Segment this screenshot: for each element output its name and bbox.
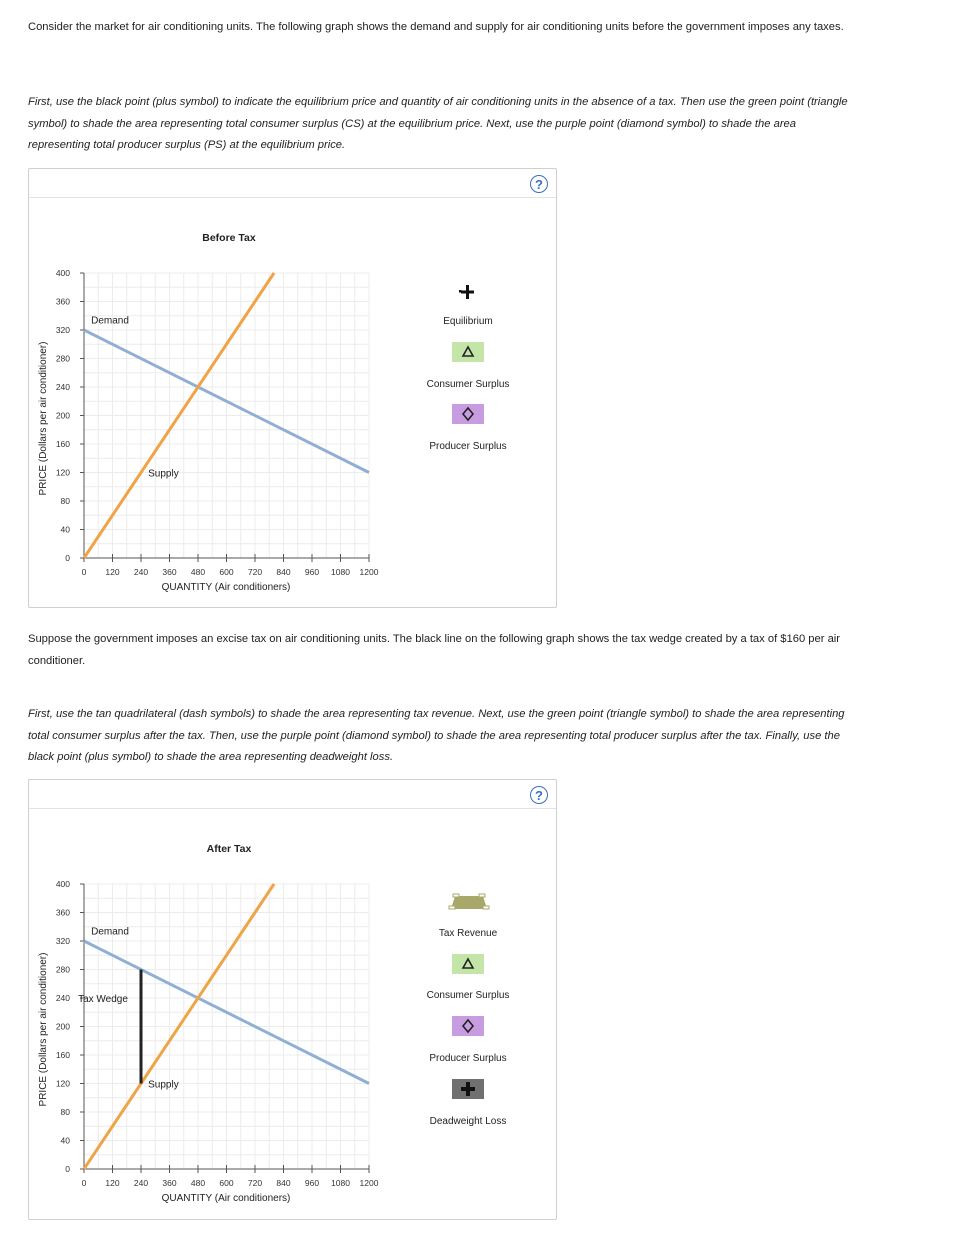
x-tick-label: 120 <box>105 567 120 577</box>
equilibrium-tool[interactable] <box>454 281 484 303</box>
legend-equilibrium-label: Equilibrium <box>443 316 493 327</box>
y-tick-label: 160 <box>55 1050 70 1060</box>
series-label-demand: Demand <box>91 315 129 327</box>
intro-paragraph: Consider the market for air conditioning units. The following graph shows the demand and supply for air conditioning units before the government imposes any taxes. <box>28 21 844 33</box>
before-tax-panel <box>28 168 557 608</box>
x-tick-label: 720 <box>247 567 263 577</box>
y-tick-label: 240 <box>55 382 70 392</box>
x-tick-label: 480 <box>190 567 206 577</box>
y-tick-label: 120 <box>55 467 70 478</box>
triangle-icon <box>463 959 473 968</box>
y-tick-label: 40 <box>60 1135 70 1146</box>
y-axis-label: PRICE (Dollars per air conditioner) <box>38 341 49 496</box>
y-tick-label: 280 <box>55 964 70 975</box>
legend-producer-label: Producer Surplus <box>429 1053 507 1064</box>
help-icon[interactable]: ? <box>530 786 548 804</box>
legend-consumer-label: Consumer Surplus <box>426 379 510 390</box>
x-axis-label: QUANTITY (Air conditioners) <box>161 582 291 593</box>
legend-deadweight-label: Deadweight Loss <box>429 1116 507 1127</box>
x-tick-label: 1200 <box>359 567 379 577</box>
y-tick-label: 360 <box>55 296 70 307</box>
instructions-before-tax: First, use the black point (plus symbol) to indicate the equilibrium price and quantity of air conditioning units in the absence of a tax. Then use the green point (triangle symbol) to shade the area representing total consumer surplus (CS) at the equilibrium price. Next, use the purple point (diamond symbol) to shade the area representing total producer surplus (PS) at the equilibrium price. <box>28 96 848 151</box>
chart-title: After Tax <box>206 843 252 855</box>
x-tick-label: 360 <box>162 567 177 577</box>
producer-surplus-tool[interactable] <box>452 404 484 424</box>
x-tick-label: 360 <box>162 1178 177 1188</box>
y-tick-label: 0 <box>65 553 70 563</box>
series-label-supply: Supply <box>148 1079 179 1091</box>
plus-icon <box>459 285 474 299</box>
x-tick-label: 120 <box>105 1178 120 1188</box>
x-tick-label: 840 <box>276 567 291 577</box>
x-tick-label: 720 <box>247 1178 263 1188</box>
legend-consumer-label: Consumer Surplus <box>426 990 510 1001</box>
series-label-demand: Demand <box>91 926 129 938</box>
y-tick-label: 200 <box>55 1021 70 1032</box>
y-tick-label: 0 <box>65 1164 70 1174</box>
y-tick-label: 240 <box>55 993 70 1003</box>
x-tick-label: 1080 <box>331 567 350 577</box>
y-axis-label: PRICE (Dollars per air conditioner) <box>38 952 49 1107</box>
deadweight-loss-tool[interactable] <box>452 1079 484 1099</box>
y-tick-label: 40 <box>60 524 70 535</box>
plus-icon <box>461 1082 475 1096</box>
y-tick-label: 120 <box>55 1078 70 1089</box>
quadrilateral-icon <box>449 894 489 909</box>
after-tax-panel <box>28 779 557 1220</box>
tax-description: Suppose the government imposes an excise tax on air conditioning units. The black line on the following graph shows the tax wedge created by a tax of $160 per air conditioner. <box>28 633 841 667</box>
x-tick-label: 960 <box>304 1178 320 1188</box>
x-tick-label: 600 <box>219 1178 234 1188</box>
chart-title: Before Tax <box>202 232 256 244</box>
diamond-icon <box>463 408 473 420</box>
x-tick-label: 600 <box>219 567 234 577</box>
y-tick-label: 280 <box>55 353 70 364</box>
producer-surplus-tool[interactable] <box>452 1016 484 1036</box>
x-tick-label: 240 <box>133 1178 149 1188</box>
y-tick-label: 200 <box>55 410 70 421</box>
tax-wedge-label: Tax Wedge <box>78 994 128 1005</box>
legend-producer-label: Producer Surplus <box>429 441 507 452</box>
y-tick-label: 80 <box>60 496 70 506</box>
y-tick-label: 320 <box>55 325 70 335</box>
tax-revenue-tool[interactable] <box>447 890 491 914</box>
y-tick-label: 80 <box>60 1107 70 1117</box>
instructions-after-tax: First, use the tan quadrilateral (dash symbols) to shade the area representing tax revenue. Next, use the green point (triangle symbol) to shade the area representing total consumer surplus after the tax. Then, use the purple point (diamond symbol) to shade the area representing total producer surplus after the tax. Finally, use the black point (plus symbol) to shade the area representing deadweight loss. <box>28 708 845 763</box>
x-tick-label: 1200 <box>359 1178 379 1188</box>
consumer-surplus-tool[interactable] <box>452 954 484 974</box>
x-axis-label: QUANTITY (Air conditioners) <box>161 1193 291 1204</box>
y-tick-label: 320 <box>55 936 70 946</box>
x-tick-label: 0 <box>81 1178 87 1188</box>
diamond-icon <box>463 1020 473 1032</box>
series-label-supply: Supply <box>148 468 179 480</box>
x-tick-label: 840 <box>276 1178 291 1188</box>
y-tick-label: 360 <box>55 907 70 918</box>
x-tick-label: 0 <box>81 567 87 577</box>
legend-tax-label: Tax Revenue <box>438 928 498 939</box>
y-tick-label: 160 <box>55 439 70 449</box>
y-tick-label: 400 <box>55 879 70 889</box>
consumer-surplus-tool[interactable] <box>452 342 484 362</box>
x-tick-label: 960 <box>304 567 320 577</box>
x-tick-label: 1080 <box>331 1178 350 1188</box>
y-tick-label: 400 <box>55 268 70 278</box>
help-icon[interactable]: ? <box>530 175 548 193</box>
x-tick-label: 240 <box>133 567 149 577</box>
triangle-icon <box>463 347 473 356</box>
x-tick-label: 480 <box>190 1178 206 1188</box>
